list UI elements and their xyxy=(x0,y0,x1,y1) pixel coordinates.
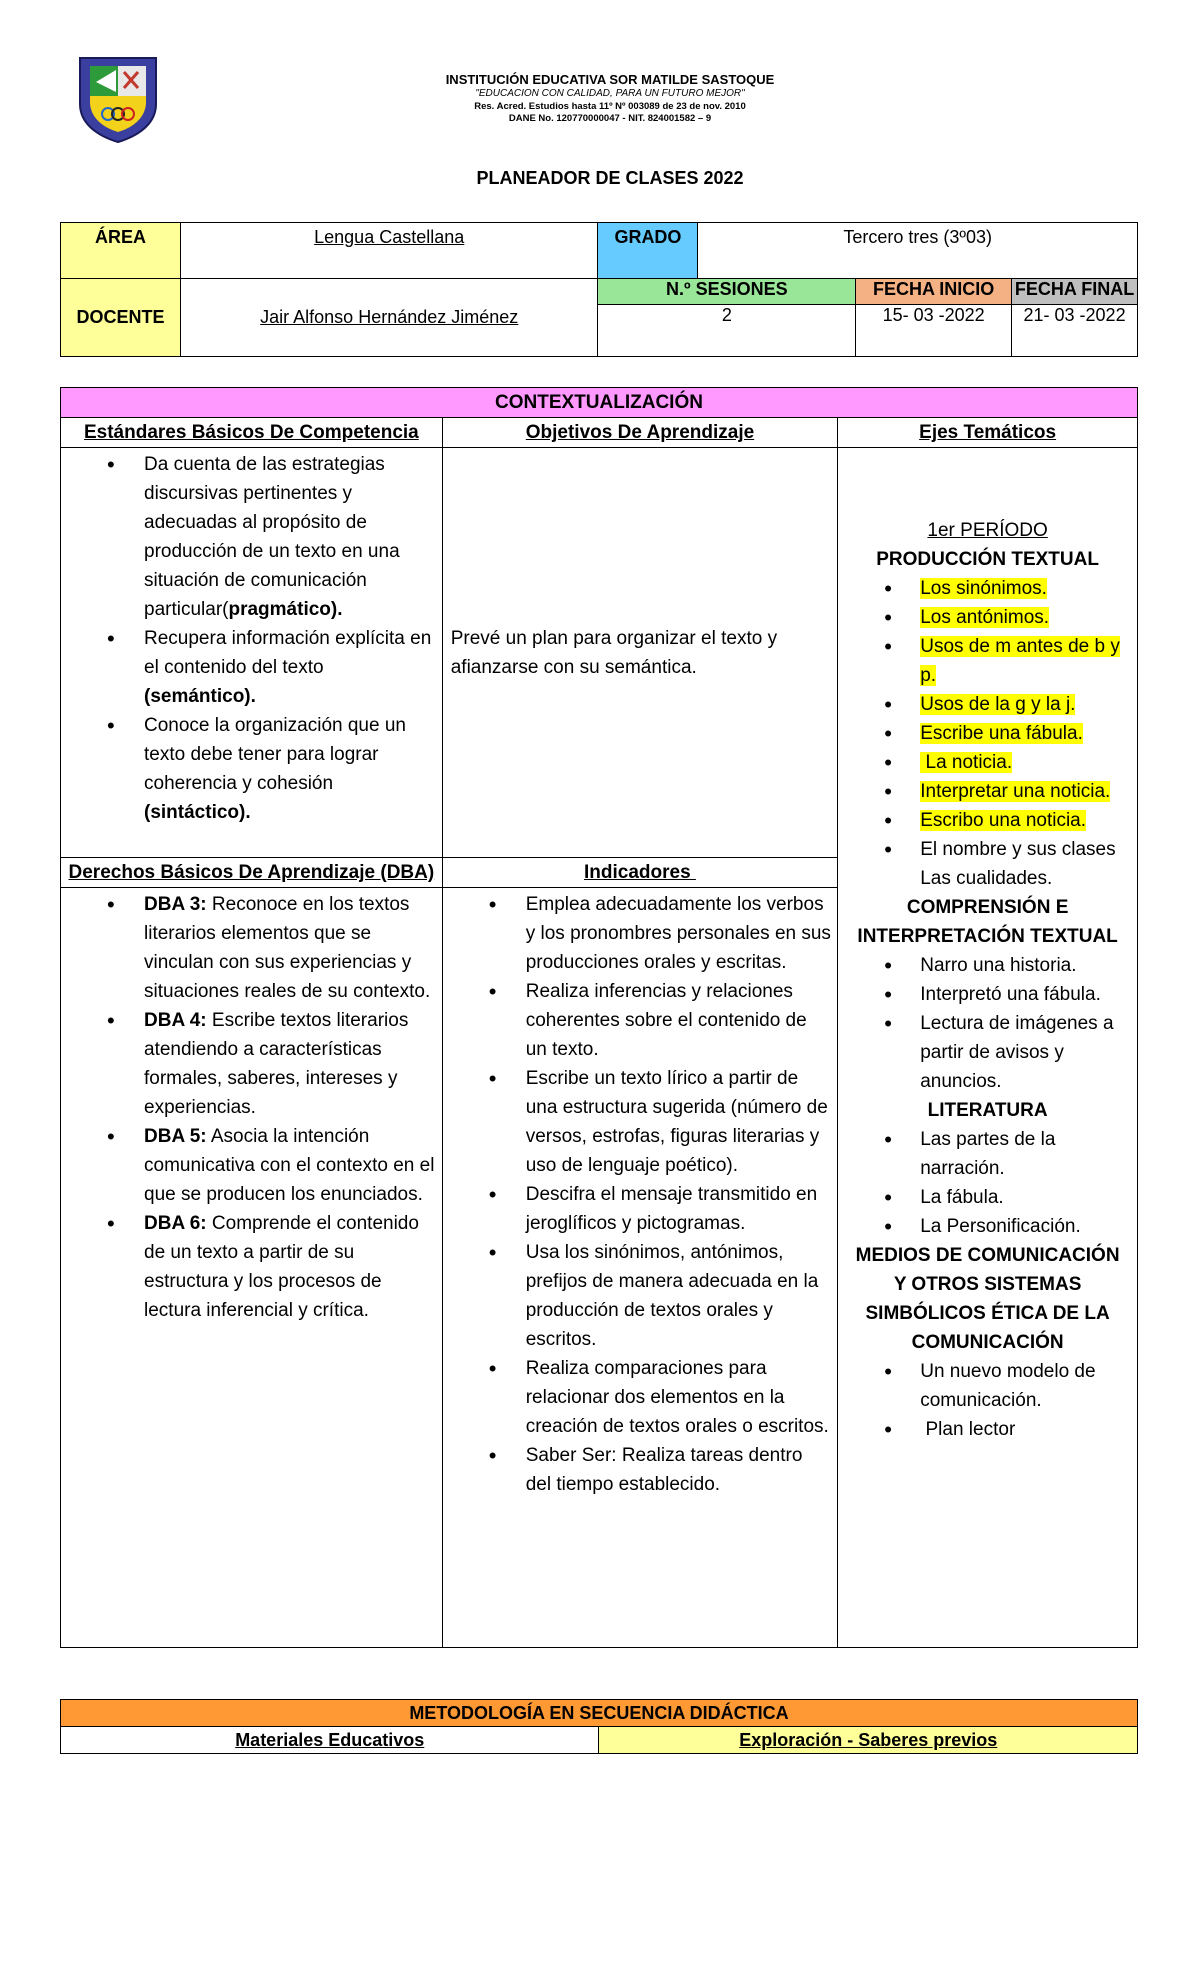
list-item: • Usa los sinónimos, antónimos, prefijos de manera adecuada en la producción de textos orales y escritos. xyxy=(443,1238,832,1354)
school-crest-logo xyxy=(72,52,164,144)
objectives-header: Objetivos De Aprendizaje xyxy=(442,418,838,448)
list-item: • Lectura de imágenes a partir de avisos y anuncios. xyxy=(838,1009,1131,1096)
section-medios: MEDIOS DE COMUNICACIÓN Y OTROS SISTEMAS SIMBÓLICOS ÉTICA DE LA COMUNICACIÓN xyxy=(855,1245,1120,1353)
list-item: • DBA 5: Asocia la intención comunicativa con el contexto en el que se producen los enunciados. xyxy=(61,1122,436,1209)
docente-value: Jair Alfonso Hernández Jiménez xyxy=(180,279,598,357)
fecha-inicio-value: 15- 03 -2022 xyxy=(856,305,1012,357)
section-comprension: COMPRENSIÓN E INTERPRETACIÓN TEXTUAL xyxy=(857,897,1118,947)
list-item: • Interpretar una noticia. xyxy=(838,777,1131,806)
page-title: PLANEADOR DE CLASES 2022 xyxy=(476,168,744,188)
list-item: • Da cuenta de las estrategias discursivas pertinentes y adecuadas al propósito de producción de un texto en una situación de comunicación particular(pragmático). xyxy=(61,450,436,624)
materiales-header: Materiales Educativos xyxy=(61,1727,599,1754)
exploracion-header: Exploración - Saberes previos xyxy=(599,1727,1138,1754)
indicadores-header: Indicadores xyxy=(442,858,838,888)
institution-header xyxy=(300,72,920,125)
objective-cell xyxy=(442,448,838,858)
list-item: • Escribe una fábula. xyxy=(838,719,1131,748)
section-literatura: LITERATURA xyxy=(927,1100,1048,1121)
list-item: • Interpretó una fábula. xyxy=(838,980,1131,1009)
area-label: ÁREA xyxy=(61,223,181,279)
list-item: • Usos de m antes de b y p. xyxy=(838,632,1131,690)
indicadores-list xyxy=(443,890,838,1499)
sesiones-label: N.º SESIONES xyxy=(598,279,856,305)
fecha-inicio-label: FECHA INICIO xyxy=(856,279,1012,305)
grado-value: Tercero tres (3º03) xyxy=(698,223,1138,279)
fecha-final-value: 21- 03 -2022 xyxy=(1012,305,1138,357)
info-table xyxy=(60,222,1138,357)
dane-text: DANE No. 120770000047 - NIT. 824001582 – 9 xyxy=(508,112,712,124)
methodology-table xyxy=(60,1699,1138,1754)
dba-cell xyxy=(61,888,443,1648)
list-item: • Conoce la organización que un texto debe tener para lograr coherencia y cohesión (sintáctico). xyxy=(61,711,436,827)
accreditation-text: Res. Acred. Estudios hasta 11º Nº 003089 de 23 de nov. 2010 xyxy=(474,100,746,112)
list-item: • DBA 6: Comprende el contenido de un texto a partir de su estructura y los procesos de lectura inferencial y crítica. xyxy=(61,1209,436,1325)
ejes-cell xyxy=(838,448,1138,1648)
docente-label: DOCENTE xyxy=(61,279,181,357)
institution-name: INSTITUCIÓN EDUCATIVA SOR MATILDE SASTOQUE xyxy=(445,72,775,87)
area-value: Lengua Castellana xyxy=(180,223,598,279)
dba-header: Derechos Básicos De Aprendizaje (DBA) xyxy=(61,858,443,888)
list-item: • El nombre y sus clases Las cualidades. xyxy=(838,835,1131,893)
list-item: • La noticia. xyxy=(838,748,1131,777)
indicadores-cell xyxy=(442,888,838,1648)
fecha-final-label: FECHA FINAL xyxy=(1012,279,1138,305)
method-title: METODOLOGÍA EN SECUENCIA DIDÁCTICA xyxy=(61,1700,1138,1727)
list-item: • Saber Ser: Realiza tareas dentro del tiempo establecido. xyxy=(443,1441,832,1499)
list-item: • Realiza inferencias y relaciones coherentes sobre el contenido de un texto. xyxy=(443,977,832,1064)
list-item: • La fábula. xyxy=(838,1183,1131,1212)
list-item: • Recupera información explícita en el contenido del texto (semántico). xyxy=(61,624,436,711)
list-item: • Un nuevo modelo de comunicación. xyxy=(838,1357,1131,1415)
list-item: • DBA 3: Reconoce en los textos literarios elementos que se vinculan con sus experiencias y situaciones reales de su contexto. xyxy=(61,890,436,1006)
section-produccion: PRODUCCIÓN TEXTUAL xyxy=(876,549,1099,570)
objective-text: Prevé un plan para organizar el texto y afianzarse con su semántica. xyxy=(450,627,778,678)
standards-list xyxy=(61,450,442,827)
contextualization-table xyxy=(60,387,1138,1648)
period-title: 1er PERÍODO xyxy=(927,520,1048,541)
standards-cell xyxy=(61,448,443,858)
grado-label: GRADO xyxy=(598,223,698,279)
list-item: • Los sinónimos. xyxy=(838,574,1131,603)
institution-motto: "EDUCACION CON CALIDAD, PARA UN FUTURO MEJOR" xyxy=(475,88,745,100)
list-item: • Realiza comparaciones para relacionar dos elementos en la creación de textos orales o escritos. xyxy=(443,1354,832,1441)
produccion-list xyxy=(838,574,1137,893)
list-item: • Descifra el mensaje transmitido en jeroglíficos y pictogramas. xyxy=(443,1180,832,1238)
list-item: • DBA 4: Escribe textos literarios atendiendo a características formales, saberes, intereses y experiencias. xyxy=(61,1006,436,1122)
list-item: • Plan lector xyxy=(838,1415,1131,1444)
literatura-list xyxy=(838,1125,1137,1241)
list-item: • Escribe un texto lírico a partir de una estructura sugerida (número de versos, estrofas, figuras literarias y uso de lenguaje poético). xyxy=(443,1064,832,1180)
list-item: • Escribo una noticia. xyxy=(838,806,1131,835)
standards-header: Estándares Básicos De Competencia xyxy=(61,418,443,448)
list-item: • Las partes de la narración. xyxy=(838,1125,1131,1183)
list-item: • Los antónimos. xyxy=(838,603,1131,632)
context-title: CONTEXTUALIZACIÓN xyxy=(61,388,1138,418)
list-item: • Narro una historia. xyxy=(838,951,1131,980)
sesiones-value: 2 xyxy=(598,305,856,357)
comprension-list xyxy=(838,951,1137,1096)
list-item: • Emplea adecuadamente los verbos y los pronombres personales en sus producciones orales y escritas. xyxy=(443,890,832,977)
dba-list xyxy=(61,890,442,1325)
list-item: • Usos de la g y la j. xyxy=(838,690,1131,719)
list-item: • La Personificación. xyxy=(838,1212,1131,1241)
medios-list xyxy=(838,1357,1137,1444)
ejes-header: Ejes Temáticos xyxy=(838,418,1138,448)
